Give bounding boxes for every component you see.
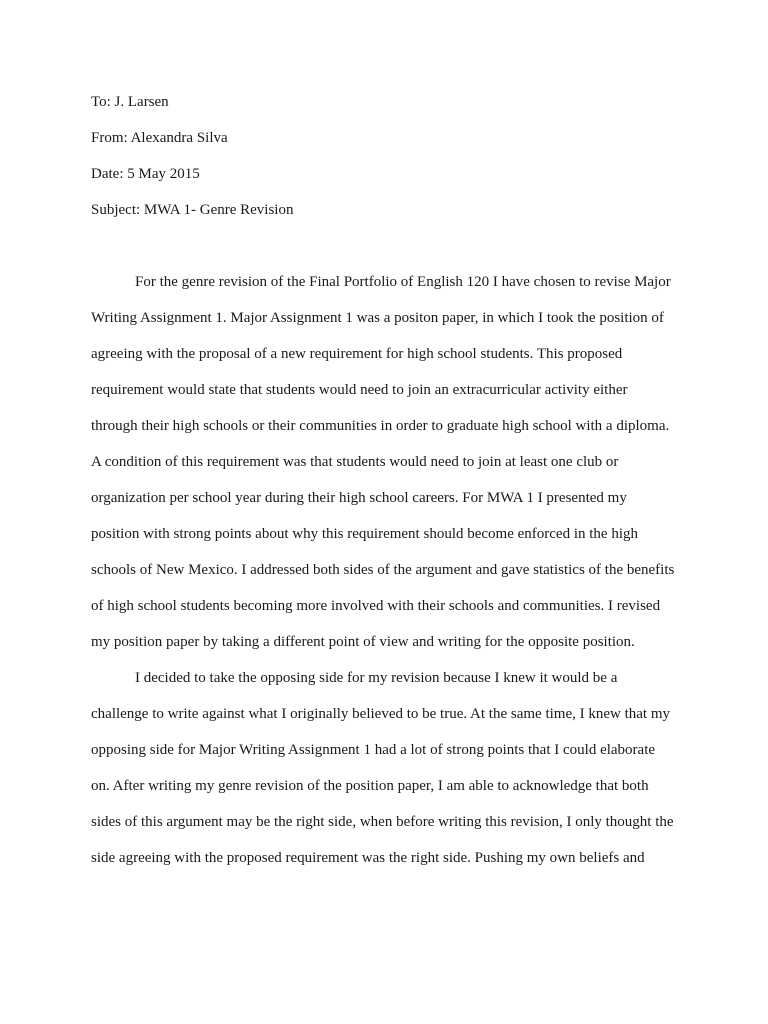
memo-from: From: Alexandra Silva: [91, 130, 228, 146]
paragraph-line: my position paper by taking a different point of view and writing for the opposite position.: [91, 634, 635, 650]
paragraph-line: For the genre revision of the Final Portfolio of English 120 I have chosen to revise Major: [135, 274, 671, 290]
paragraph-line: Writing Assignment 1. Major Assignment 1 was a positon paper, in which I took the position of: [91, 310, 664, 326]
paragraph-line: side agreeing with the proposed requirement was the right side. Pushing my own beliefs and: [91, 850, 645, 866]
memo-date: Date: 5 May 2015: [91, 166, 200, 182]
memo-to: To: J. Larsen: [91, 94, 169, 110]
paragraph-line: position with strong points about why this requirement should become enforced in the high: [91, 526, 638, 542]
memo-subject: Subject: MWA 1- Genre Revision: [91, 202, 294, 218]
paragraph-line: agreeing with the proposal of a new requirement for high school students. This proposed: [91, 346, 623, 362]
paragraph-line: opposing side for Major Writing Assignment 1 had a lot of strong points that I could elaborate: [91, 742, 656, 758]
paragraph-line: sides of this argument may be the right side, when before writing this revision, I only thought the: [91, 814, 674, 830]
paragraph-line: through their high schools or their communities in order to graduate high school with a diploma.: [91, 418, 670, 434]
paragraph-line: challenge to write against what I originally believed to be true. At the same time, I knew that my: [91, 706, 670, 722]
paragraph-line: A condition of this requirement was that students would need to join at least one club or: [91, 454, 619, 470]
paragraph-line: on. After writing my genre revision of the position paper, I am able to acknowledge that both: [91, 778, 649, 794]
paragraph-line: organization per school year during their high school careers. For MWA 1 I presented my: [91, 490, 627, 506]
paragraph-line: I decided to take the opposing side for my revision because I knew it would be a: [135, 670, 618, 686]
paragraph-line: requirement would state that students would need to join an extracurricular activity either: [91, 382, 628, 398]
paragraph-line: schools of New Mexico. I addressed both sides of the argument and gave statistics of the benefits: [91, 562, 675, 578]
paragraph-line: of high school students becoming more involved with their schools and communities. I revised: [91, 598, 661, 614]
